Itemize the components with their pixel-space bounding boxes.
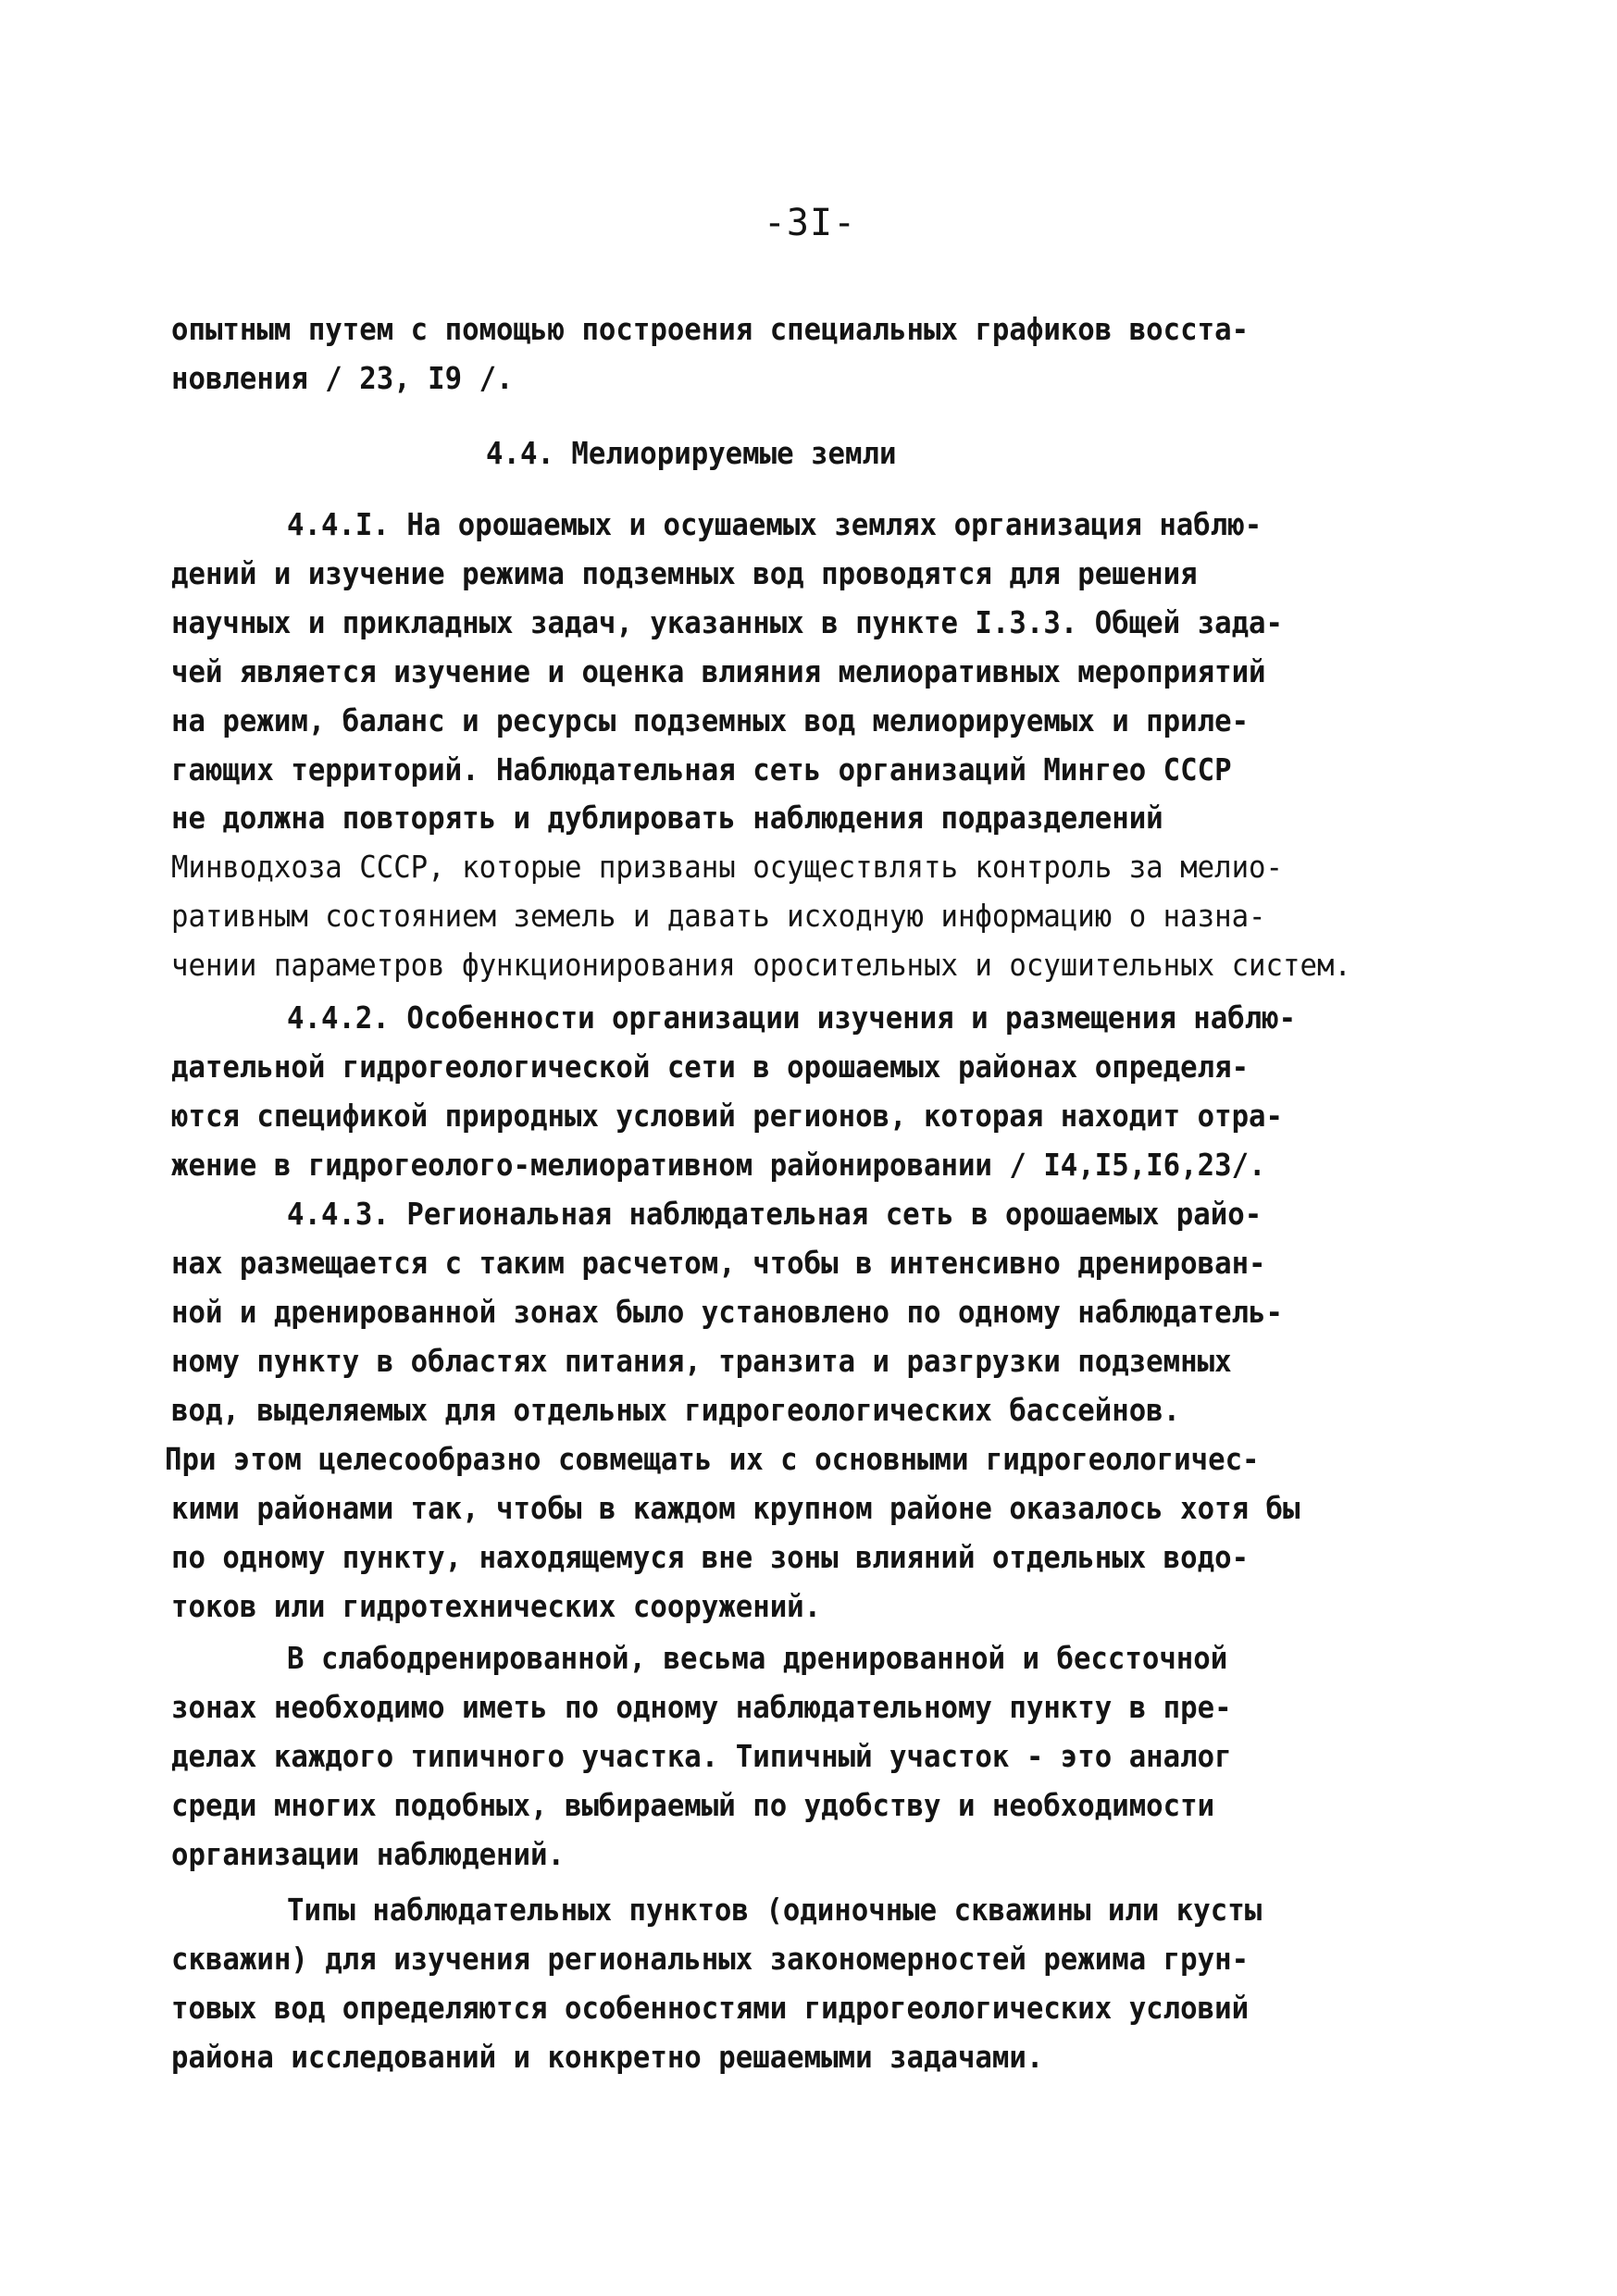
text-line: 4.4.I. На орошаемых и осушаемых землях организация наблю- [287, 506, 1263, 542]
text-line: Минводхоза СССР, которые призваны осуществлять контроль за мелио- [171, 849, 1284, 885]
text-line: ному пункту в областях питания, транзита и разгрузки подземных [171, 1343, 1232, 1379]
text-line: научных и прикладных задач, указанных в пункте I.3.3. Общей зада- [171, 604, 1284, 640]
text-line: по одному пункту, находящемуся вне зоны влияний отдельных водо- [171, 1539, 1250, 1575]
text-line: дений и изучение режима подземных вод проводятся для решения [171, 555, 1198, 591]
text-line: делах каждого типичного участка. Типичный участок - это аналог [171, 1738, 1232, 1774]
text-line: 4.4.2. Особенности организации изучения и размещения наблю- [287, 999, 1297, 1036]
text-line: жение в гидрогеолого-мелиоративном районировании / I4,I5,I6,23/. [171, 1147, 1266, 1183]
text-line: среди многих подобных, выбираемый по удобству и необходимости [171, 1787, 1215, 1823]
text-line: не должна повторять и дублировать наблюдения подразделений [171, 800, 1163, 836]
text-line: района исследований и конкретно решаемыми задачами. [171, 2039, 1044, 2075]
text-line: чении параметров функционирования оросительных и осушительных систем. [171, 947, 1351, 983]
text-line: В слабодренированной, весьма дренированной и бессточной [287, 1640, 1228, 1676]
text-line: товых вод определяются особенностями гидрогеологических условий [171, 1990, 1250, 2026]
text-line: нах размещается с таким расчетом, чтобы в интенсивно дренирован- [171, 1245, 1266, 1281]
text-line: дательной гидрогеологической сети в орошаемых районах определя- [171, 1049, 1250, 1085]
text-line: организации наблюдений. [171, 1836, 565, 1872]
text-line: чей является изучение и оценка влияния мелиоративных мероприятий [171, 653, 1266, 689]
page-number: -3I- [763, 202, 857, 244]
text-line: Типы наблюдательных пунктов (одиночные скважины или кусты [287, 1892, 1263, 1928]
text-line: токов или гидротехнических сооружений. [171, 1588, 822, 1624]
text-line: ются спецификой природных условий регионов, которая находит отра- [171, 1098, 1284, 1134]
text-line: зонах необходимо иметь по одному наблюдательному пункту в пре- [171, 1689, 1232, 1725]
text-line: ративным состоянием земель и давать исходную информацию о назна- [171, 898, 1266, 934]
text-line: кими районами так, чтобы в каждом крупном районе оказалось хотя бы [171, 1490, 1300, 1526]
text-line: 4.4.3. Региональная наблюдательная сеть в орошаемых райо- [287, 1196, 1263, 1232]
text-line: При этом целесообразно совмещать их с основными гидрогеологичес- [165, 1441, 1260, 1477]
text-line: на режим, баланс и ресурсы подземных вод мелиорируемых и приле- [171, 702, 1250, 738]
text-line: вод, выделяемых для отдельных гидрогеологических бассейнов. [171, 1392, 1181, 1428]
text-line: ной и дренированной зонах было установлено по одному наблюдатель- [171, 1294, 1284, 1330]
text-line: опытным путем с помощью построения специальных графиков восста- [171, 311, 1250, 347]
text-line: гающих территорий. Наблюдательная сеть организаций Мингео СССР [171, 751, 1232, 788]
text-line: скважин) для изучения региональных закономерностей режима грун- [171, 1941, 1250, 1977]
section-heading: 4.4. Мелиорируемые земли [486, 435, 897, 471]
text-line: новления / 23, I9 /. [171, 360, 514, 396]
